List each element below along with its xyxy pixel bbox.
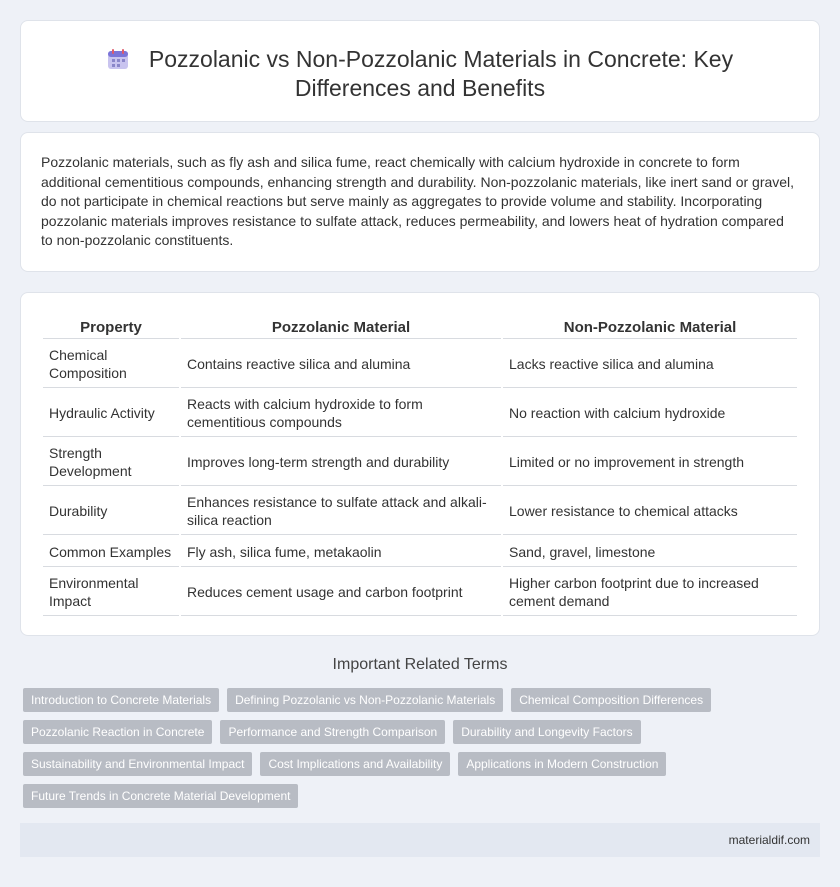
calendar-icon: [107, 48, 129, 70]
table-cell: Reacts with calcium hydroxide to form cementitious compounds: [181, 390, 501, 437]
related-term-tag[interactable]: Cost Implications and Availability: [260, 752, 450, 776]
tag-row: [23, 688, 803, 712]
header-card: [20, 20, 820, 122]
related-term-tag[interactable]: Introduction to Concrete Materials: [23, 688, 219, 712]
related-terms-list: [23, 688, 803, 816]
table-cell: Limited or no improvement in strength: [503, 439, 797, 486]
table-cell: Reduces cement usage and carbon footprint: [181, 569, 501, 616]
related-term-tag[interactable]: Pozzolanic Reaction in Concrete: [23, 720, 212, 744]
table-cell: No reaction with calcium hydroxide: [503, 390, 797, 437]
table-cell: Improves long-term strength and durability: [181, 439, 501, 486]
table-cell: Durability: [43, 488, 179, 535]
table-header-row: [43, 311, 797, 339]
related-term-tag[interactable]: Performance and Strength Comparison: [220, 720, 445, 744]
table-row: [43, 439, 797, 486]
table-cell: Sand, gravel, limestone: [503, 537, 797, 567]
table-cell: Environmental Impact: [43, 569, 179, 616]
tag-row: [23, 752, 803, 776]
header-non-pozzolanic: Non-Pozzolanic Material: [503, 311, 797, 339]
intro-card: [20, 132, 820, 272]
table-cell: Strength Development: [43, 439, 179, 486]
table-row: [43, 488, 797, 535]
table-cell: Common Examples: [43, 537, 179, 567]
table-row: [43, 537, 797, 567]
table-cell: Contains reactive silica and alumina: [181, 341, 501, 388]
table-cell: Chemical Composition: [43, 341, 179, 388]
related-term-tag[interactable]: Applications in Modern Construction: [458, 752, 666, 776]
table-cell: Lower resistance to chemical attacks: [503, 488, 797, 535]
table-cell: Enhances resistance to sulfate attack and alkali-silica reaction: [181, 488, 501, 535]
related-term-tag[interactable]: Future Trends in Concrete Material Development: [23, 784, 298, 808]
related-terms-title: Important Related Terms: [332, 656, 508, 673]
header-pozzolanic: Pozzolanic Material: [181, 311, 501, 339]
related-term-tag[interactable]: Durability and Longevity Factors: [453, 720, 640, 744]
table-row: [43, 569, 797, 616]
table-cell: Hydraulic Activity: [43, 390, 179, 437]
table-cell: Lacks reactive silica and alumina: [503, 341, 797, 388]
footer: [20, 823, 820, 857]
related-term-tag[interactable]: Chemical Composition Differences: [511, 688, 711, 712]
comparison-table-card: [20, 292, 820, 636]
related-term-tag[interactable]: Sustainability and Environmental Impact: [23, 752, 252, 776]
intro-paragraph: Pozzolanic materials, such as fly ash and silica fume, react chemically with calcium hydroxide in concrete to form additional cementitious compounds, enhancing strength and durability. Non-pozzolanic materials, like inert sand or gravel, do not participate in chemical reactions but serve mainly as aggregates to provide volume and stability. Incorporating pozzolanic materials improves resistance to sulfate attack, reduces permeability, and lowers heat of hydration compared to non-pozzolanic constituents.: [41, 154, 795, 248]
related-term-tag[interactable]: Defining Pozzolanic vs Non-Pozzolanic Materials: [227, 688, 503, 712]
tag-row: [23, 720, 803, 744]
page-title: Pozzolanic vs Non-Pozzolanic Materials in Concrete: Key Differences and Benefits: [148, 46, 734, 101]
tag-row: [23, 784, 803, 808]
table-row: [43, 341, 797, 388]
table-row: [43, 390, 797, 437]
footer-site-link[interactable]: materialdif.com: [728, 833, 810, 847]
table-cell: Higher carbon footprint due to increased cement demand: [503, 569, 797, 616]
comparison-table: [41, 309, 799, 618]
header-property: Property: [43, 311, 179, 339]
table-cell: Fly ash, silica fume, metakaolin: [181, 537, 501, 567]
page-title-wrap: [21, 45, 819, 103]
